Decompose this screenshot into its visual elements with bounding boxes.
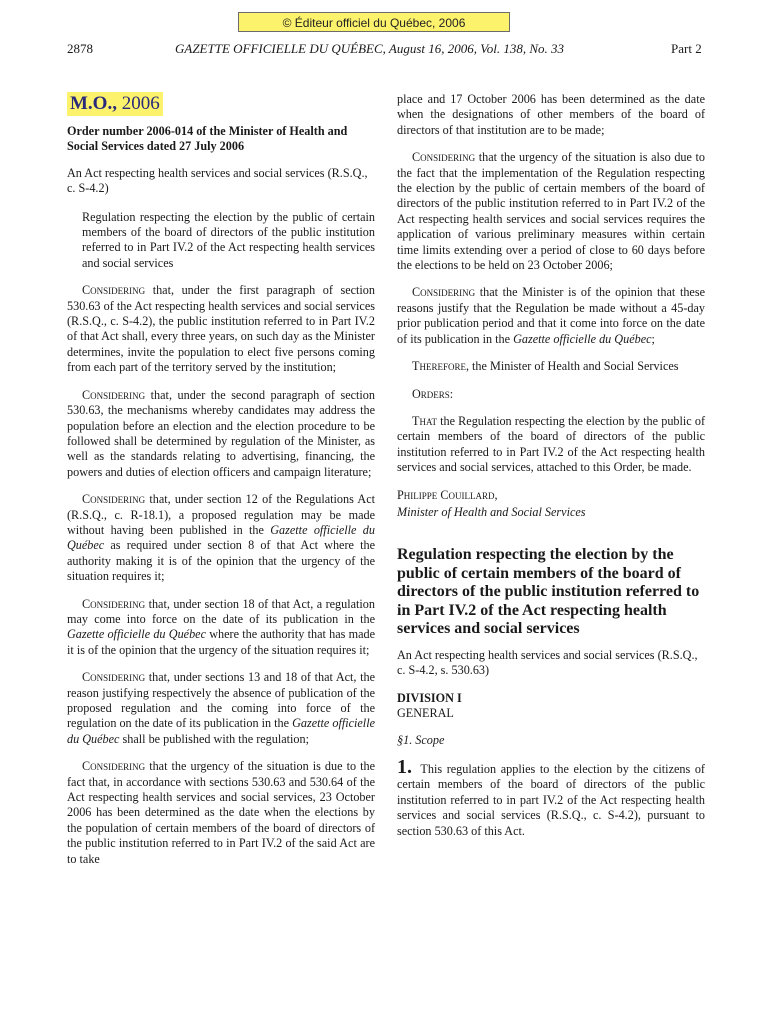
therefore-word: Therefore (412, 359, 466, 374)
left-column (67, 92, 375, 879)
article-1 (397, 755, 705, 839)
gazette-running-title: GAZETTE OFFICIELLE DU QUÉBEC, August 16, 2006, Vol. 138, No. 33 (175, 41, 565, 56)
paragraph-text: where the authority that has made it is of the opinion that the urgency of the situation requires it; (67, 627, 376, 657)
gazette-name: Gazette officielle du Québec (67, 627, 206, 642)
gazette-name: Gazette officielle du Québec (67, 716, 375, 746)
paragraph-text: that the Minister is of the opinion that these reasons justify that the Regulation be made without a 45-day prior publication period and that it come into force on the date of its publication in the (397, 285, 705, 346)
article-text: This regulation applies to the election by the citizens of certain members of the board of directors of the public institution referred to in part IV.2 of the Act respecting health services and social services (R.S.Q., c. S-4.2), pursuant to section 530.63 of this Act. (397, 761, 705, 838)
continued-paragraph: place and 17 October 2006 has been determined as the date when the designations of other members of the board of directors of that institution are to be made; (397, 92, 705, 137)
gazette-name: Gazette officielle du Québec (513, 331, 652, 346)
regulation-act-reference: An Act respecting health services and social services (R.S.Q., c. S-4.2, s. 530.63) (397, 647, 698, 678)
mo-badge (67, 92, 163, 116)
division-subtitle: GENERAL (397, 706, 454, 721)
considering-paragraph-7 (397, 150, 705, 273)
considering-paragraph-3 (67, 492, 375, 584)
considering-word: Considering (82, 283, 146, 298)
mo-label: M.O., (70, 93, 117, 114)
considering-paragraph-8 (397, 285, 705, 347)
considering-word: Considering (82, 596, 146, 611)
considering-paragraph-2 (67, 388, 375, 480)
part-label: Part 2 (671, 41, 702, 56)
considering-paragraph-6 (67, 759, 375, 867)
paragraph-text: that the urgency of the situation is due to the fact that, in accordance with sections 530.63 and 530.64 of the Act respecting health services and social services, 23 October 2006 has been determined as the date when the elections by the population of certain members of the board of directors of the public institution referred to in Part IV.2 of the said Act are to take (67, 759, 375, 866)
considering-word: Considering (82, 759, 146, 774)
considering-paragraph-5 (67, 670, 375, 747)
considering-word: Considering (412, 285, 476, 300)
considering-paragraph-4 (67, 597, 375, 659)
act-reference: An Act respecting health services and social services (R.S.Q., c. S-4.2) (67, 165, 368, 196)
section-scope-heading: §1. Scope (397, 733, 445, 748)
signer-title: Minister of Health and Social Services (397, 504, 586, 519)
paragraph-text: the Regulation respecting the election by the public of certain members of the board of directors of the public institution referred to in Part IV.2 of the Act respecting health services and social services, attached to this Order, be made. (397, 413, 705, 475)
paragraph-text: that, under section 12 of the Regulations Act (R.S.Q., c. R-18.1), a proposed regulation may be made without having been published in the (67, 492, 375, 537)
considering-word: Considering (82, 387, 146, 402)
regulation-title: Regulation respecting the election by the public of certain members of the board of directors of the public institution referred to in Part IV.2 of the Act respecting health services and social services (82, 209, 375, 270)
that-paragraph (397, 414, 705, 476)
paragraph-text: that, under the second paragraph of section 530.63, the mechanisms whereby candidates may address the population before an election and the election procedure to be followed shall be determined by regulation of the Minister, as well as the standards relating to advertising, financing, the powers and duties of election officers and campaign literature; (67, 387, 375, 479)
therefore-paragraph (397, 359, 705, 374)
paragraph-text: , the Minister of Health and Social Services (465, 359, 679, 374)
copyright-banner: © Éditeur officiel du Québec, 2006 (238, 12, 510, 32)
signer-name: Philippe Couillard, (397, 487, 498, 502)
regulation-heading: Regulation respecting the election by the public of certain members of the board of directors of the public institution referred to in Part IV.2 of the Act respecting health services and social services (397, 546, 700, 638)
orders-label: Orders: (412, 386, 454, 401)
division-title: DIVISION I (397, 690, 462, 705)
considering-word: Considering (82, 492, 146, 507)
paragraph-text: shall be published with the regulation; (119, 731, 310, 746)
considering-word: Considering (412, 150, 476, 165)
order-title: Order number 2006-014 of the Minister of Health and Social Services dated 27 July 2006 (67, 124, 348, 154)
paragraph-text: that, under the first paragraph of section 530.63 of the Act respecting health services and social services (R.S.Q., c. S-4.2), the public institution referred to in Part IV.2 of that Act shall, every three years, on such day as the Minister determines, invite the population to elect five persons coming from each part of the territory served by the institution; (67, 283, 375, 375)
mo-year: 2006 (121, 93, 160, 114)
paragraph-text: ; (651, 331, 655, 346)
paragraph-text: as required under section 8 of that Act where the authority making it is of the opinion that the urgency of the situation requires it; (67, 538, 375, 584)
article-number: 1. (397, 755, 412, 778)
page-number: 2878 (67, 41, 93, 56)
right-column (397, 92, 705, 839)
considering-word: Considering (82, 670, 146, 685)
paragraph-text: that, under section 18 of that Act, a regulation may come into force on the date of its publication in the (67, 596, 375, 626)
considering-paragraph-1 (67, 283, 375, 375)
paragraph-text: that the urgency of the situation is also due to the fact that the implementation of the Regulation respecting the election by the public of certain members of the board of directors of the public institution referred to in Part IV.2 of the Act respecting health services and social services requires the application of various preliminary measures within certain time limits extending over a period of close to 60 days before the elections to be held on 23 October 2006; (397, 150, 705, 273)
gazette-name: Gazette officielle du Québec (67, 522, 375, 553)
that-word: That (412, 413, 437, 428)
paragraph-text: that, under sections 13 and 18 of that Act, the reason justifying respectively the absence of publication of the proposed regulation and the coming into force of the regulation on the date of its publication in the (67, 670, 375, 731)
